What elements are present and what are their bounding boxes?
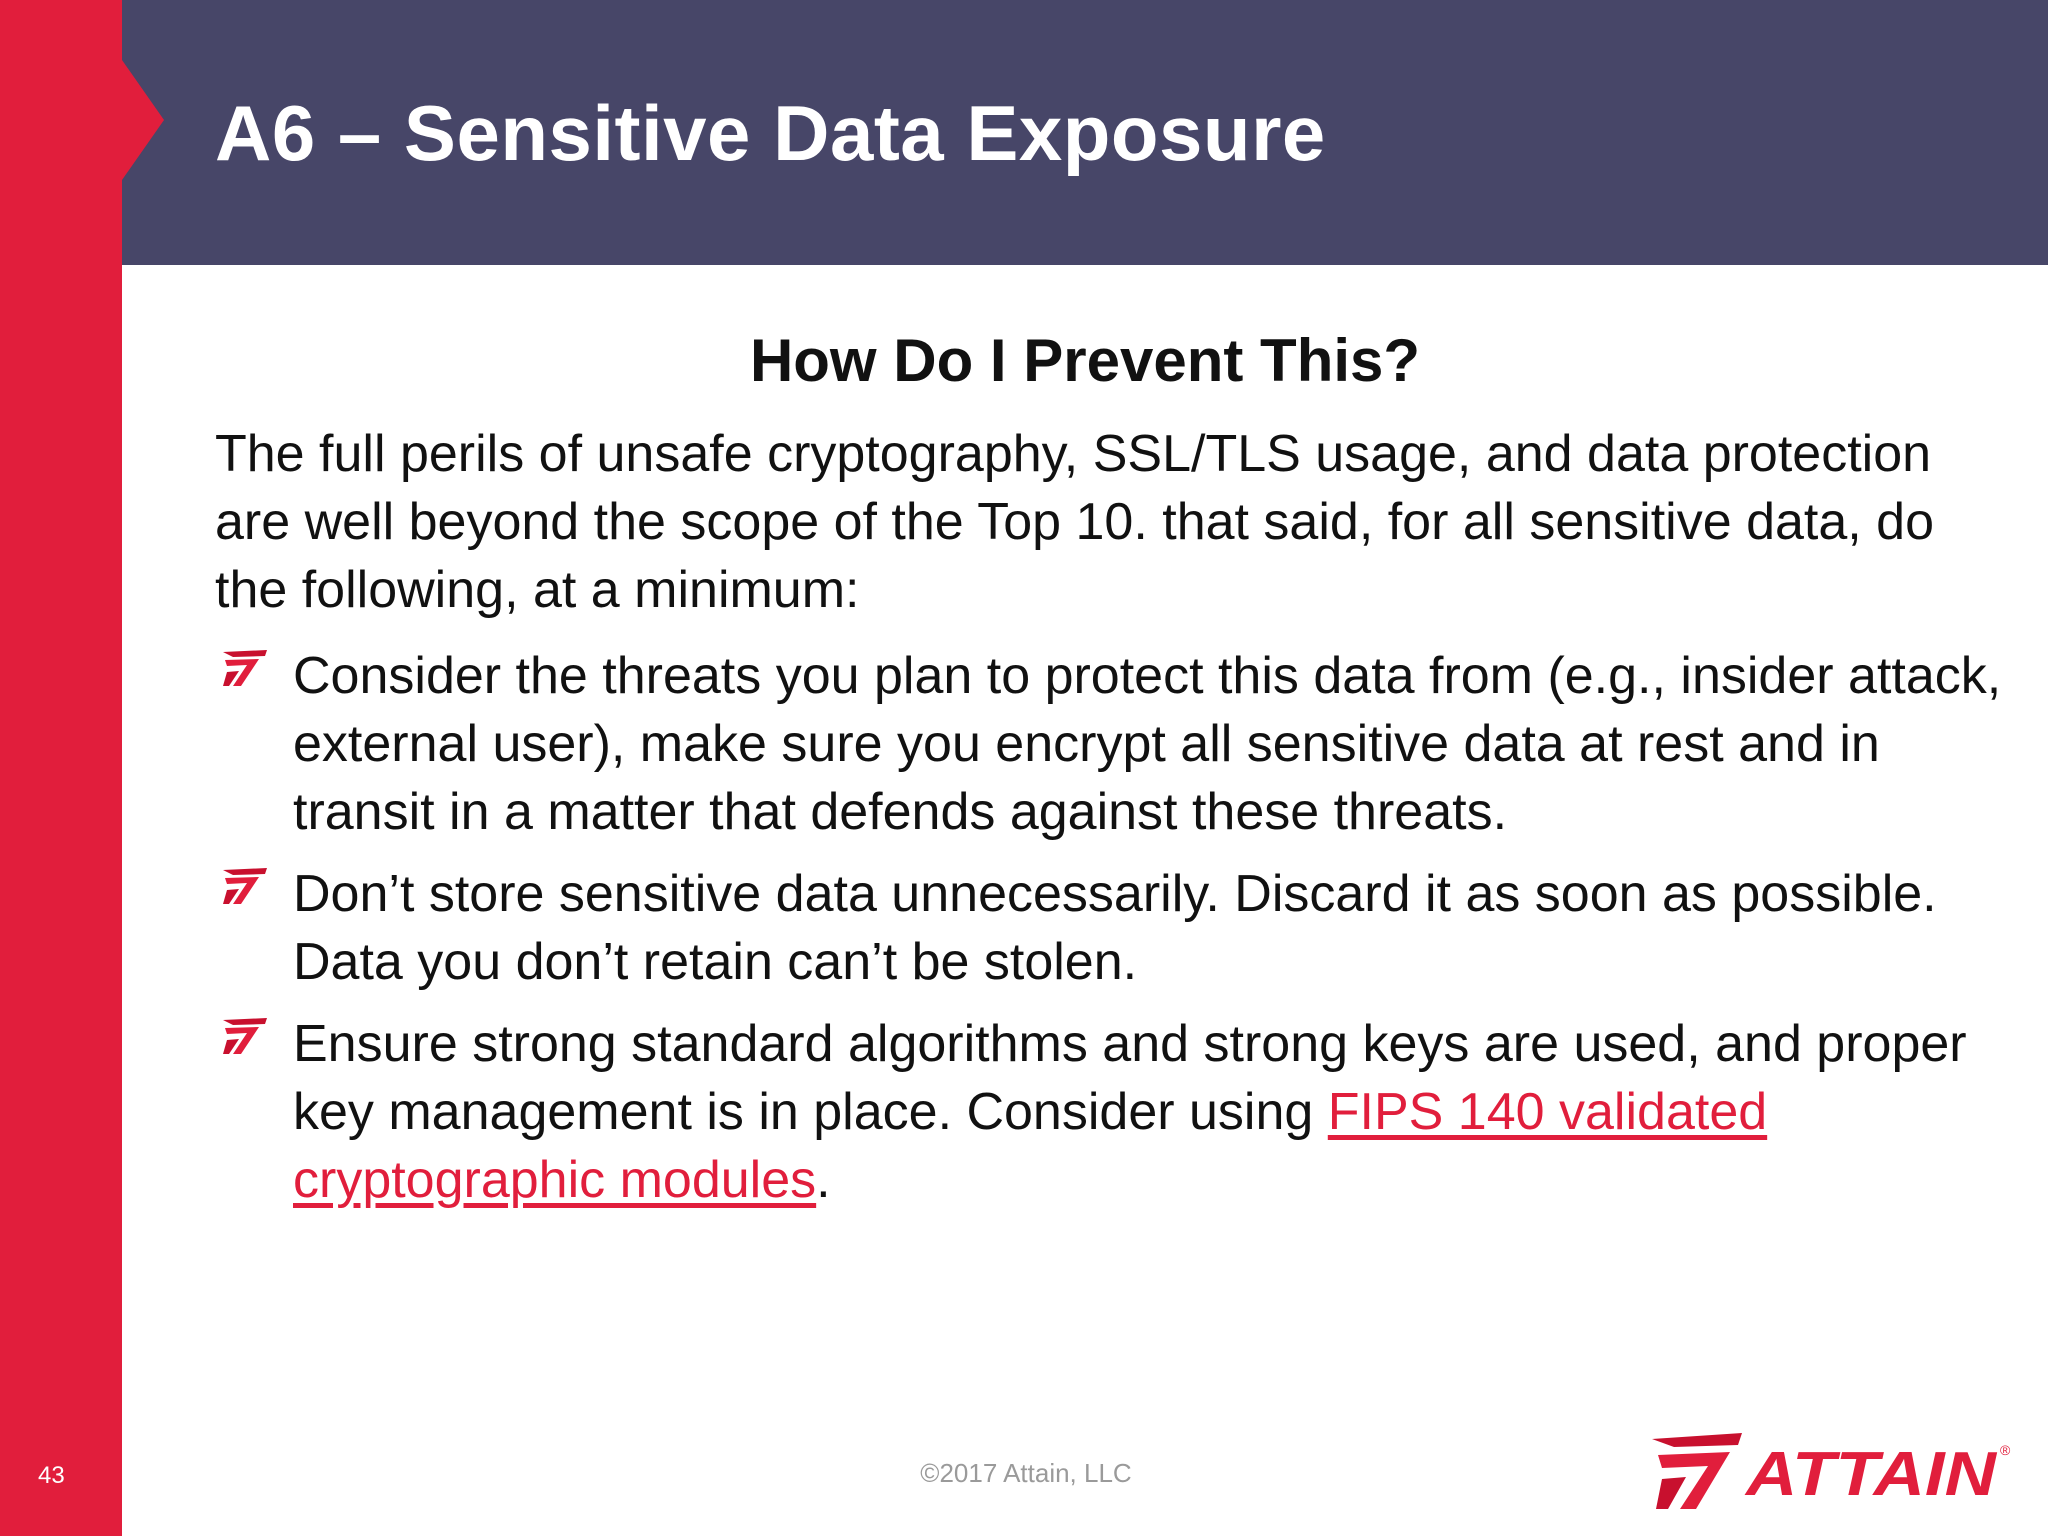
- attain-swoosh-icon: [219, 1016, 271, 1058]
- attain-logo: [1650, 1425, 2020, 1515]
- bullet-item: [215, 1010, 2005, 1214]
- attain-swoosh-icon: [219, 866, 271, 908]
- page-number: 43: [38, 1462, 65, 1489]
- attain-logo-wordmark: ATTAIN: [1743, 1440, 1998, 1509]
- attain-swoosh-icon: [219, 648, 271, 690]
- left-accent-bar: [0, 0, 122, 1536]
- slide-title: A6 – Sensitive Data Exposure: [215, 89, 1326, 177]
- bullet-text: Don’t store sensitive data unnecessarily. Discard it as soon as possible. Data you don’t retain can’t be stolen.: [293, 865, 1937, 991]
- bullet-text-end: .: [816, 1151, 831, 1209]
- bullet-list: [215, 642, 2005, 1228]
- attain-logo-registered-mark: ®: [2000, 1442, 2011, 1458]
- bullet-text: Ensure strong standard algorithms and strong keys are used, and proper key management is in place. Consider using: [293, 1015, 1967, 1141]
- bullet-item: [215, 860, 2005, 996]
- section-heading: How Do I Prevent This?: [749, 327, 1421, 394]
- copyright-notice: ©2017 Attain, LLC: [920, 1458, 1132, 1488]
- bullet-text: Consider the threats you plan to protect this data from (e.g., insider attack, external user), make sure you encrypt all sensitive data at rest and in transit in a matter that defends against these threats.: [293, 647, 2002, 841]
- banner-notch: [122, 60, 164, 180]
- attain-logo-swoosh-icon: [1652, 1433, 1742, 1509]
- fips-140-link[interactable]: FIPS 140 validated cryptographic modules: [293, 1083, 1768, 1209]
- bullet-item: [215, 642, 2005, 846]
- intro-paragraph: The full perils of unsafe cryptography, SSL/TLS usage, and data protection are well beyond the scope of the Top 10. that said, for all sensitive data, do the following, at a minimum:: [215, 425, 1935, 619]
